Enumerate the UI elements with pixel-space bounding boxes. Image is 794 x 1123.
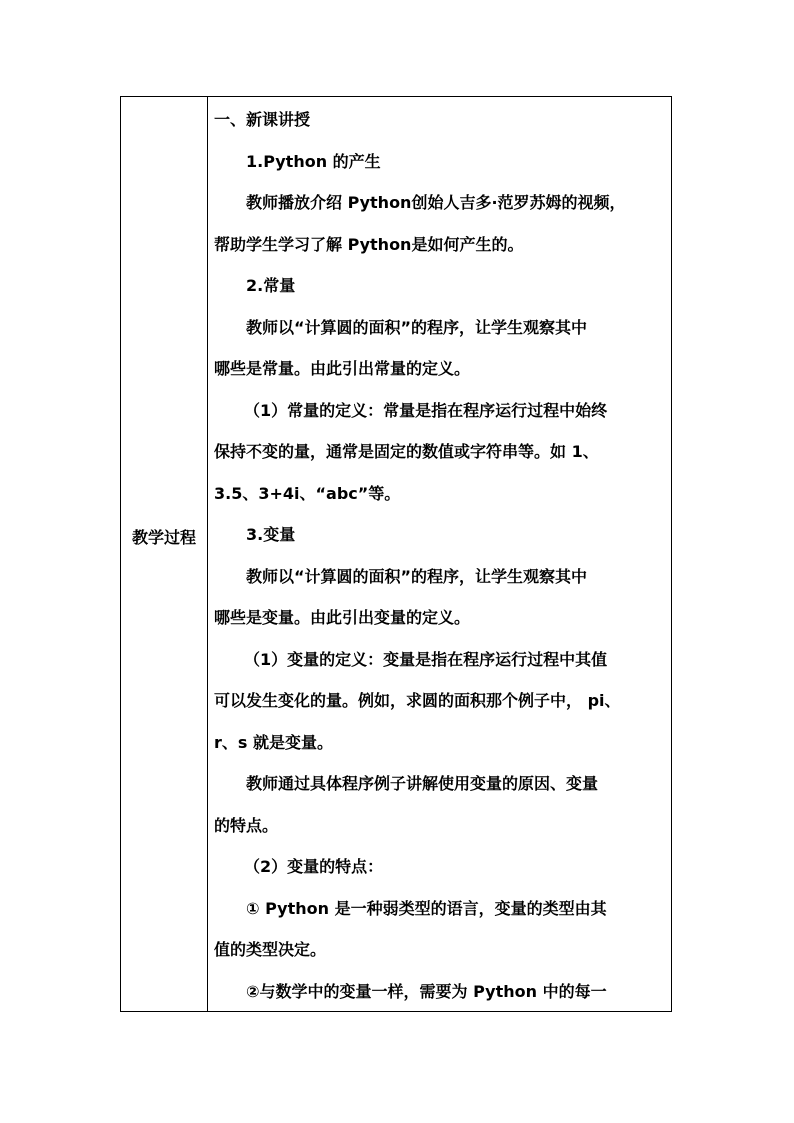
subheading-variable: 3.变量 — [246, 525, 296, 544]
paragraph-line: 帮助学生学习了解 Python是如何产生的。 — [214, 234, 524, 254]
paragraph-line: 保持不变的量，通常是固定的数值或字符串等。如 1、 — [214, 442, 599, 461]
paragraph-line: 教师以“计算圆的面积”的程序，让学生观察其中 — [246, 566, 588, 586]
paragraph-line: 的特点。 — [214, 815, 279, 835]
paragraph-line: 教师播放介绍 Python创始人吉多·范罗苏姆的视频， — [246, 193, 626, 212]
lesson-table — [120, 96, 672, 1012]
paragraph-line: ① Python 是一种弱类型的语言，变量的类型由其 — [246, 898, 607, 918]
subheading-constant: 2.常量 — [246, 276, 296, 295]
paragraph-line: （1）常量的定义：常量是指在程序运行过程中始终 — [244, 400, 608, 420]
paragraph-line: 3.5、3+4i、“abc”等。 — [214, 483, 401, 503]
paragraph-line: 值的类型决定。 — [214, 940, 327, 959]
section-label-cell — [121, 97, 207, 1011]
content-body — [214, 99, 664, 1011]
paragraph-line: 教师通过具体程序例子讲解使用变量的原因、变量 — [246, 774, 599, 793]
paragraph-line: 哪些是常量。由此引出常量的定义。 — [214, 359, 471, 378]
paragraph-line: （1）变量的定义：变量是指在程序运行过程中其值 — [244, 649, 608, 669]
section-heading: 一、新课讲授 — [214, 110, 311, 129]
content-cell — [208, 97, 672, 1011]
paragraph-line: 可以发生变化的量。例如，求圆的面积那个例子中， pi、 — [214, 691, 621, 710]
paragraph-line: r、s 就是变量。 — [214, 732, 333, 752]
section-label: 教学过程 — [131, 528, 196, 547]
paragraph-line: ②与数学中的变量一样，需要为 Python 中的每一 — [246, 981, 607, 1001]
paragraph-line: 教师以“计算圆的面积”的程序，让学生观察其中 — [246, 317, 588, 337]
paragraph-line: （2）变量的特点： — [244, 857, 384, 876]
subheading-python-origin: 1.Python 的产生 — [246, 151, 381, 171]
paragraph-line: 哪些是变量。由此引出变量的定义。 — [214, 608, 471, 627]
